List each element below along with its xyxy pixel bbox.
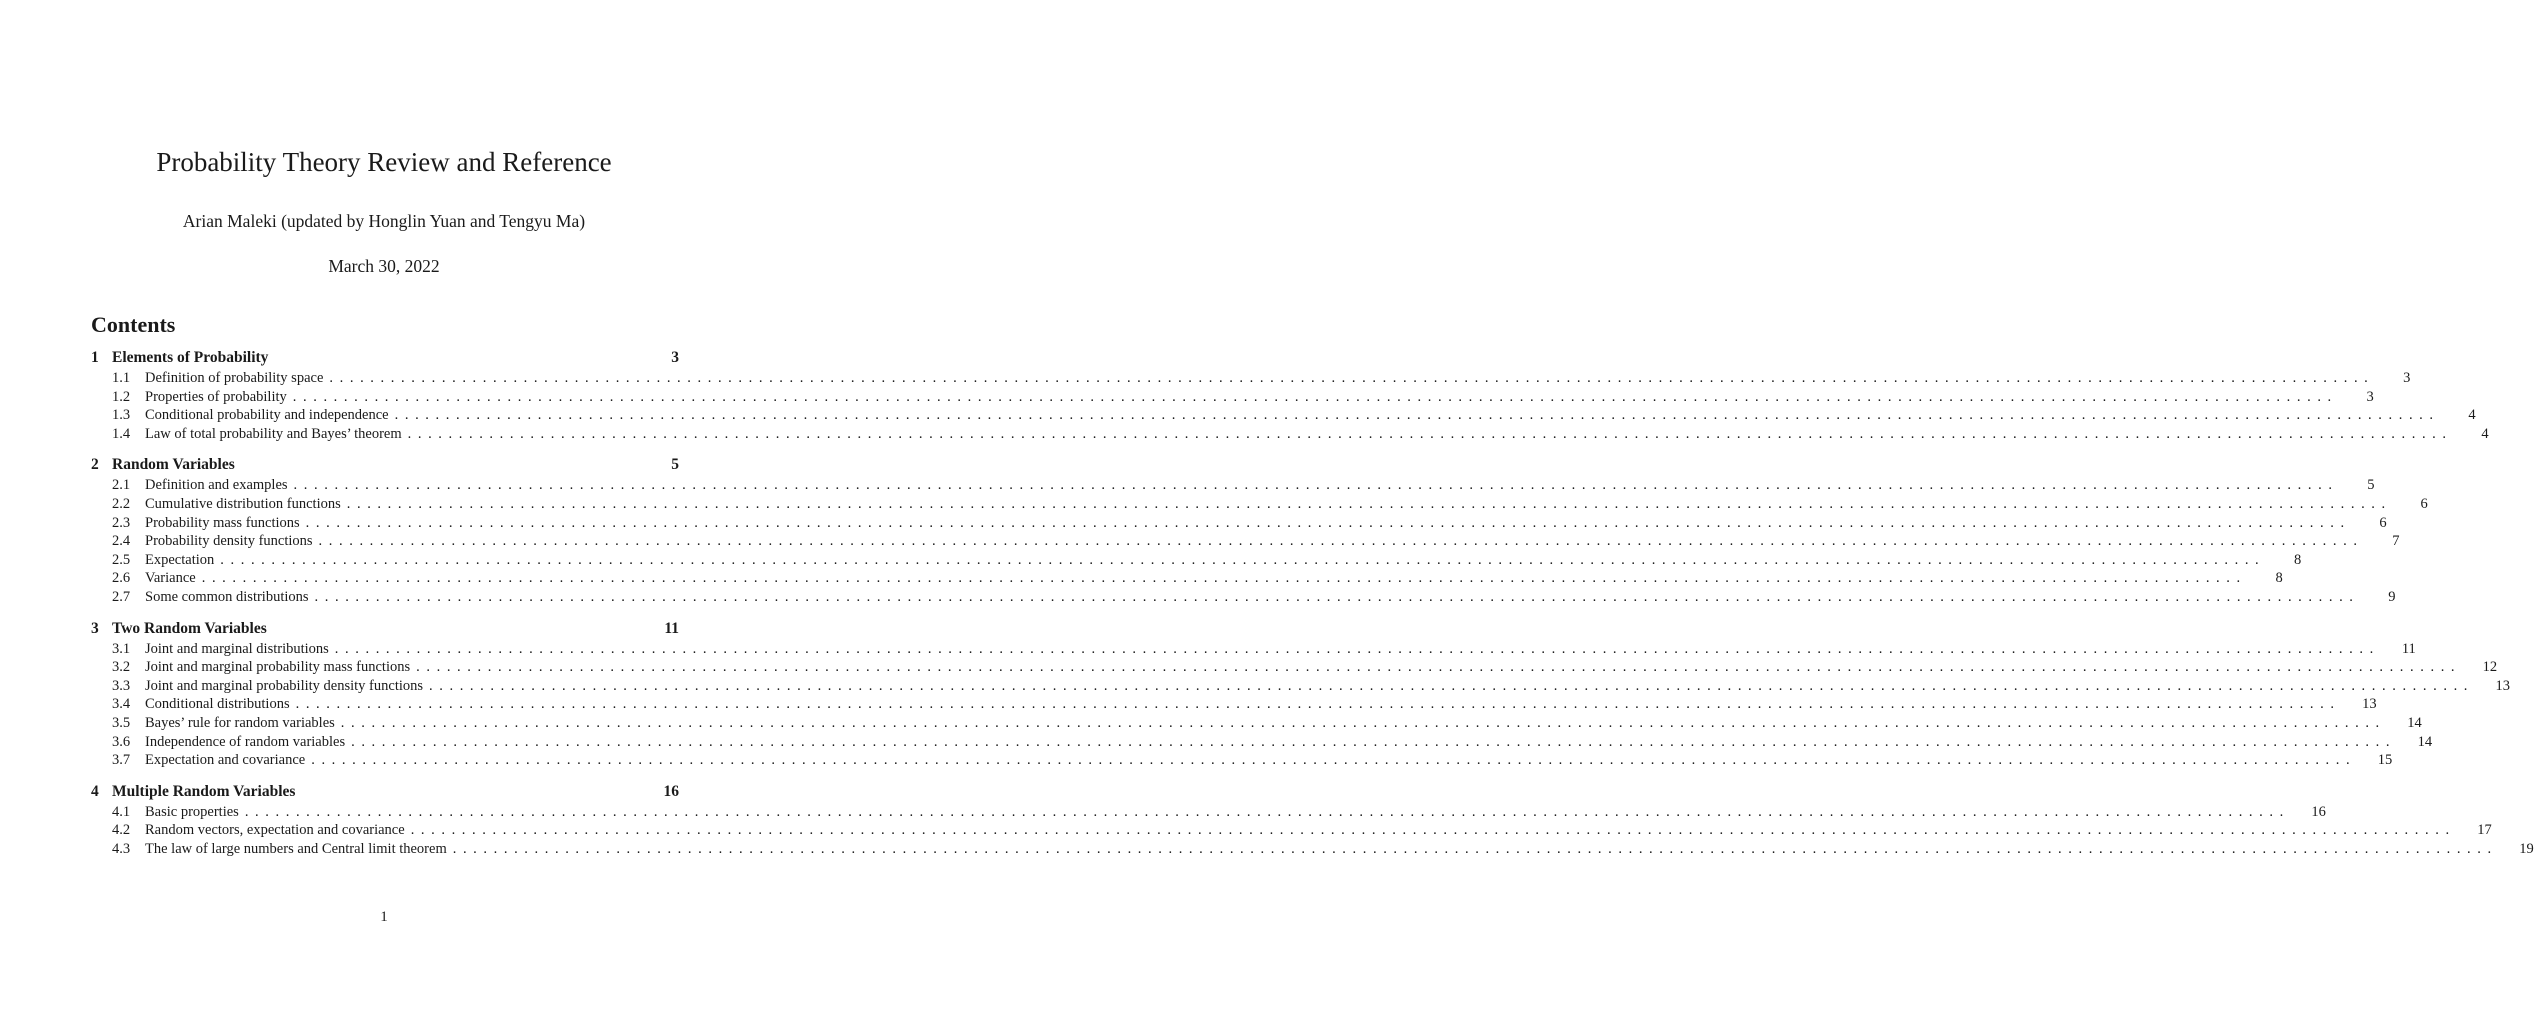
toc-subsection-entry[interactable] (91, 659, 2498, 678)
toc-section-number: 1 (91, 349, 99, 366)
toc-subsection-page: 3 (2366, 388, 2374, 405)
toc-subsection-title: Joint and marginal distributions (145, 640, 329, 657)
toc-subsection-entry[interactable] (91, 477, 2375, 496)
dot-leader: ........................................................................................................................................................................................................ (346, 495, 2392, 512)
toc-subsection-number: 3.4 (112, 696, 131, 713)
toc-subsection-entry[interactable] (91, 714, 2422, 734)
toc-subsection-title: Basic properties (145, 803, 239, 820)
toc-subsection-number: 1.3 (112, 407, 131, 424)
document-date: March 30, 2022 (328, 256, 440, 276)
toc-subsection-entry[interactable] (91, 551, 2302, 571)
toc-subsection-entry[interactable] (91, 822, 2492, 841)
toc-section (91, 456, 2428, 607)
toc-section-number: 4 (91, 782, 99, 800)
toc-section (91, 349, 2489, 444)
toc-subsection-page: 12 (2482, 659, 2498, 676)
dot-leader: ........................................................................................................................................................................................................ (244, 803, 2290, 820)
toc-subsection-number: 2.4 (112, 533, 131, 550)
toc-section-title: Random Variables (112, 456, 235, 474)
toc-subsection-page: 14 (2407, 714, 2422, 731)
toc-section-entry[interactable] (91, 456, 679, 477)
toc-subsection-entry[interactable] (91, 677, 2511, 697)
dot-leader: ........................................................................................................................................................................................................ (329, 370, 2375, 386)
dot-leader: ........................................................................................................................................................................................................ (351, 733, 2397, 750)
toc-subsection-entry[interactable] (91, 733, 2433, 753)
toc-subsection-number: 3.2 (112, 659, 131, 676)
toc-subsection-entry[interactable] (91, 495, 2428, 515)
toc-subsection-title: Cumulative distribution functions (145, 495, 341, 512)
toc-subsection-entry[interactable] (91, 803, 2326, 823)
toc-subsection-title: Expectation and covariance (145, 752, 306, 769)
toc-section (91, 782, 2534, 860)
toc-section-title: Elements of Probability (112, 349, 269, 366)
toc-subsection-number: 4.1 (112, 803, 131, 820)
toc-subsection-title: Definition and examples (145, 477, 288, 494)
toc-subsection-title: Variance (145, 570, 196, 587)
toc-subsection-number: 2.7 (112, 588, 131, 605)
toc-subsection-page: 17 (2477, 822, 2492, 839)
toc-subsection-title: Probability mass functions (145, 514, 300, 531)
toc-subsection-number: 1.4 (112, 425, 131, 442)
dot-leader: ........................................................................................................................................................................................................ (334, 640, 2380, 657)
toc-subsection-entry[interactable] (91, 570, 2283, 589)
toc-section-number: 3 (91, 619, 99, 637)
dot-leader: ........................................................................................................................................................................................................ (311, 752, 2357, 769)
toc-section-page: 5 (671, 456, 679, 474)
toc-subsection-page: 9 (2388, 588, 2396, 605)
toc-subsection-entry[interactable] (91, 640, 2416, 660)
toc-section-title: Multiple Random Variables (112, 782, 296, 800)
dot-leader: ........................................................................................................................................................................................................ (220, 551, 2266, 568)
toc-subsection-page: 16 (2311, 803, 2326, 820)
toc-subsection-number: 3.6 (112, 733, 131, 750)
toc-subsection-number: 2.6 (112, 570, 131, 587)
toc-subsection-page: 7 (2392, 533, 2400, 550)
toc-section-title: Two Random Variables (112, 619, 267, 637)
toc-subsection-page: 13 (2495, 677, 2511, 694)
toc-subsection-number: 4.3 (112, 840, 131, 857)
toc-subsection-title: Law of total probability and Bayes’ theorem (145, 425, 402, 442)
toc-subsection-title: The law of large numbers and Central limit theorem (145, 840, 447, 857)
dot-leader: ........................................................................................................................................................................................................ (394, 407, 2440, 424)
toc-subsection-entry[interactable] (91, 696, 2377, 715)
toc-subsection-page: 8 (2294, 551, 2302, 568)
toc-subsection-entry[interactable] (91, 840, 2534, 860)
toc-subsection-number: 2.3 (112, 514, 131, 531)
dot-leader: ........................................................................................................................................................................................................ (452, 840, 2498, 857)
toc-subsection-title: Conditional distributions (145, 696, 290, 713)
toc-subsection-page: 4 (2481, 425, 2489, 442)
toc-subsection-page: 6 (2379, 514, 2387, 531)
toc-subsection-page: 3 (2403, 370, 2411, 386)
toc-section-entry[interactable] (91, 620, 679, 641)
toc-subsection-entry[interactable] (91, 425, 2489, 445)
toc-subsection-title: Expectation (145, 551, 215, 568)
toc-section-entry[interactable] (91, 349, 679, 370)
toc-subsection-number: 3.7 (112, 752, 131, 769)
table-of-contents (91, 349, 2534, 871)
toc-subsection-title: Random vectors, expectation and covariance (145, 822, 405, 839)
toc-subsection-title: Conditional probability and independence (145, 407, 389, 424)
toc-subsection-title: Probability density functions (145, 533, 313, 550)
toc-subsection-number: 3.3 (112, 677, 131, 694)
toc-subsection-entry[interactable] (91, 407, 2476, 426)
toc-subsection-page: 4 (2468, 407, 2476, 424)
toc-subsection-title: Joint and marginal probability density functions (145, 677, 424, 694)
dot-leader: ........................................................................................................................................................................................................ (416, 659, 2462, 676)
toc-subsection-page: 8 (2275, 570, 2283, 587)
toc-subsection-title: Independence of random variables (145, 733, 346, 750)
toc-subsection-number: 3.5 (112, 714, 131, 731)
document-title: Probability Theory Review and Reference (156, 147, 612, 177)
toc-subsection-entry[interactable] (91, 752, 2393, 771)
toc-subsection-title: Some common distributions (145, 588, 309, 605)
dot-leader: ........................................................................................................................................................................................................ (410, 822, 2456, 839)
toc-subsection-number: 1.1 (112, 370, 131, 386)
toc-section-page: 3 (671, 349, 679, 366)
toc-subsection-number: 2.1 (112, 477, 131, 494)
toc-subsection-page: 15 (2377, 752, 2393, 769)
toc-section (91, 619, 2511, 771)
toc-subsection-entry[interactable] (91, 370, 2411, 389)
contents-heading: Contents (91, 312, 176, 337)
dot-leader: ........................................................................................................................................................................................................ (314, 588, 2360, 605)
page-number: 1 (380, 909, 388, 925)
toc-subsection-number: 2.5 (112, 551, 131, 568)
toc-subsection-title: Joint and marginal probability mass functions (145, 659, 411, 676)
dot-leader: ........................................................................................................................................................................................................ (429, 677, 2475, 694)
toc-subsection-entry[interactable] (91, 588, 2396, 608)
toc-subsection-title: Properties of probability (145, 388, 287, 405)
toc-subsection-entry[interactable] (91, 388, 2374, 408)
toc-section-page: 11 (664, 619, 679, 637)
toc-subsection-number: 2.2 (112, 495, 131, 512)
toc-subsection-entry[interactable] (91, 514, 2387, 534)
toc-subsection-number: 4.2 (112, 822, 131, 839)
document-author: Arian Maleki (updated by Honglin Yuan and Tengyu Ma) (182, 211, 586, 231)
toc-subsection-page: 6 (2420, 495, 2428, 512)
dot-leader: ........................................................................................................................................................................................................ (318, 533, 2364, 550)
toc-subsection-page: 11 (2401, 640, 2416, 657)
dot-leader: ........................................................................................................................................................................................................ (292, 388, 2338, 405)
dot-leader: ........................................................................................................................................................................................................ (407, 425, 2453, 442)
toc-subsection-entry[interactable] (91, 533, 2400, 552)
dot-leader: ........................................................................................................................................................................................................ (295, 696, 2341, 713)
toc-subsection-title: Bayes’ rule for random variables (145, 714, 335, 731)
toc-subsection-number: 3.1 (112, 640, 131, 657)
dot-leader: ........................................................................................................................................................................................................ (305, 514, 2351, 531)
dot-leader: ........................................................................................................................................................................................................ (201, 570, 2247, 587)
toc-subsection-page: 19 (2519, 840, 2534, 857)
toc-subsection-page: 5 (2367, 477, 2375, 494)
toc-section-number: 2 (91, 456, 99, 474)
dot-leader: ........................................................................................................................................................................................................ (293, 477, 2339, 494)
toc-subsection-title: Definition of probability space (145, 370, 324, 386)
dot-leader: ........................................................................................................................................................................................................ (340, 714, 2386, 731)
toc-section-entry[interactable] (91, 783, 679, 804)
toc-subsection-number: 1.2 (112, 388, 131, 405)
toc-subsection-page: 14 (2417, 733, 2433, 750)
toc-subsection-page: 13 (2362, 696, 2377, 713)
toc-section-page: 16 (663, 782, 679, 800)
